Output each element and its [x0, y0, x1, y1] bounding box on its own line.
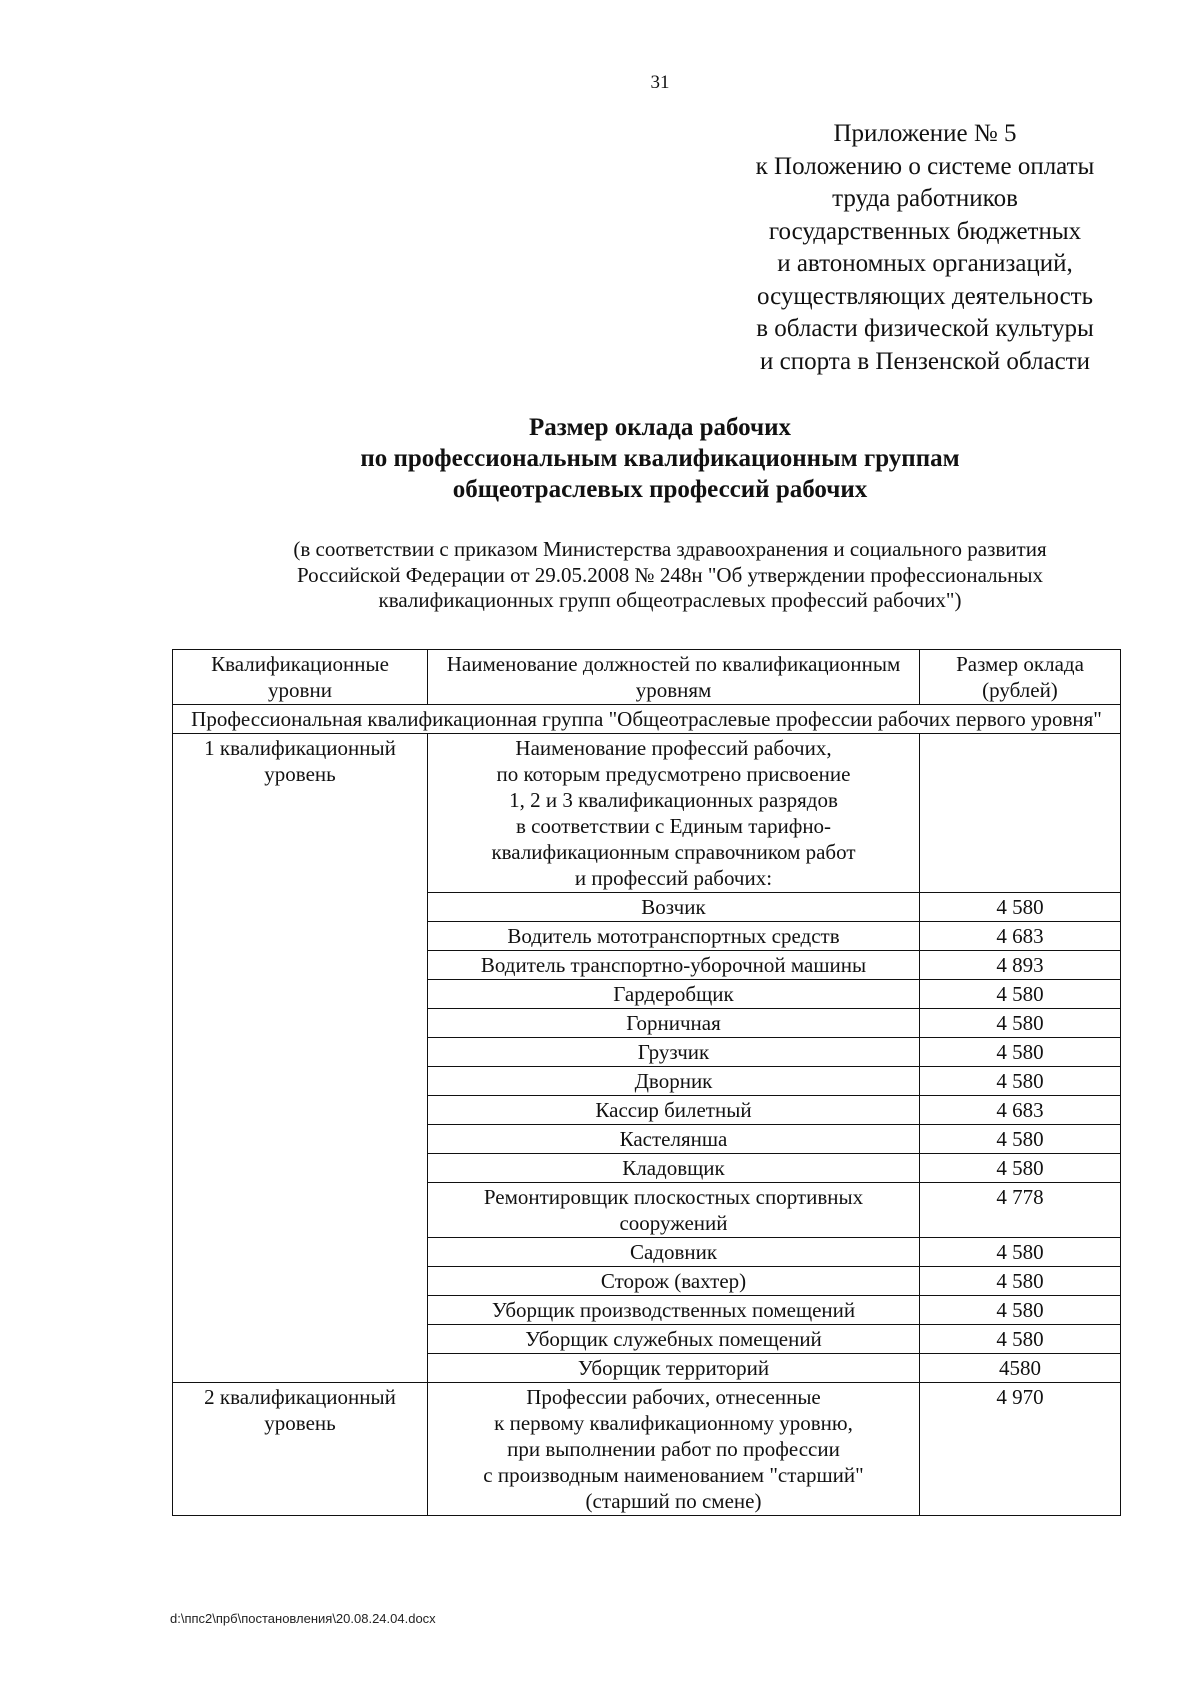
profession-salary: 4 580 — [920, 1238, 1121, 1267]
table-row — [173, 734, 1121, 893]
group-row — [173, 705, 1121, 734]
profession-salary: 4 580 — [920, 1009, 1121, 1038]
table-header-row — [173, 650, 1121, 705]
level-2-line: при выполнении работ по профессии — [507, 1437, 840, 1461]
basis-line: квалификационных групп общеотраслевых профессий рабочих") — [378, 588, 962, 612]
intro-line: в соответствии с Единым тарифно- — [515, 814, 832, 838]
profession-name: Гардеробщик — [428, 980, 920, 1009]
legal-basis — [170, 537, 1170, 614]
profession-name: Сторож (вахтер) — [428, 1267, 920, 1296]
level-2-label: 2 квалификационный уровень — [173, 1383, 428, 1516]
appendix-line: государственных бюджетных — [768, 217, 1082, 245]
profession-name: Возчик — [428, 893, 920, 922]
profession-name: Уборщик служебных помещений — [428, 1325, 920, 1354]
profession-name: Кладовщик — [428, 1154, 920, 1183]
appendix-line: Приложение № 5 — [833, 120, 1017, 147]
profession-salary: 4 580 — [920, 1154, 1121, 1183]
profession-salary: 4580 — [920, 1354, 1121, 1383]
header-salary: Размер оклада (рублей) — [920, 650, 1121, 705]
profession-name: Водитель мототранспортных средств — [428, 922, 920, 951]
appendix-line: осуществляющих деятельность — [756, 282, 1094, 310]
group-title: Профессиональная квалификационная группа "Общеотраслевые профессии рабочих первого уровня" — [173, 705, 1121, 734]
profession-salary: 4 580 — [920, 1038, 1121, 1067]
level-1-intro — [428, 734, 920, 893]
profession-name: Горничная — [428, 1009, 920, 1038]
title-line: общеотраслевых профессий рабочих — [452, 476, 868, 503]
profession-salary: 4 778 — [920, 1183, 1121, 1238]
level-1-intro-salary — [920, 734, 1121, 893]
appendix-line: и автономных организаций, — [777, 250, 1073, 277]
level-2-salary: 4 970 — [920, 1383, 1121, 1516]
profession-salary: 4 580 — [920, 1325, 1121, 1354]
table-row — [173, 1383, 1121, 1516]
page-number: 31 — [650, 72, 670, 93]
appendix-reference — [690, 118, 1160, 378]
intro-line: по которым предусмотрено присвоение — [496, 762, 851, 786]
intro-line: и профессий рабочих: — [574, 866, 773, 890]
basis-line: Российской Федерации от 29.05.2008 № 248н "Об утверждении профессиональных — [296, 562, 1043, 587]
profession-name: Уборщик производственных помещений — [428, 1296, 920, 1325]
profession-name: Дворник — [428, 1067, 920, 1096]
header-positions: Наименование должностей по квалификационным уровням — [428, 650, 920, 705]
profession-salary: 4 580 — [920, 1296, 1121, 1325]
profession-name: Кассир билетный — [428, 1096, 920, 1125]
salary-table — [172, 649, 1121, 1516]
profession-name: Уборщик территорий — [428, 1354, 920, 1383]
file-path-footer: d:\ппс2\прб\постановления\20.08.24.04.docx — [170, 1611, 436, 1626]
profession-name: Грузчик — [428, 1038, 920, 1067]
document-title — [0, 412, 1200, 505]
profession-salary: 4 580 — [920, 1067, 1121, 1096]
appendix-line: и спорта в Пензенской области — [760, 347, 1090, 375]
level-2-line: к первому квалификационному уровню, — [494, 1411, 853, 1435]
profession-name: Водитель транспортно-уборочной машины — [428, 951, 920, 980]
level-2-description — [428, 1383, 920, 1516]
header-level: Квалификационные уровни — [173, 650, 428, 705]
level-2-line: с производным наименованием "старший" — [483, 1463, 864, 1487]
profession-salary: 4 683 — [920, 1096, 1121, 1125]
profession-name: Кастелянша — [428, 1125, 920, 1154]
profession-salary: 4 580 — [920, 980, 1121, 1009]
intro-line: квалификационным справочником работ — [491, 840, 856, 864]
basis-line: (в соответствии с приказом Министерства здравоохранения и социального развития — [293, 537, 1047, 561]
intro-line: 1, 2 и 3 квалификационных разрядов — [509, 788, 838, 812]
profession-name: Ремонтировщик плоскостных спортивных сооружений — [428, 1183, 920, 1238]
title-line: Размер оклада рабочих — [529, 414, 791, 441]
appendix-line: труда работников — [832, 185, 1018, 212]
profession-salary: 4 580 — [920, 1125, 1121, 1154]
level-2-line: (старший по смене) — [585, 1489, 762, 1513]
appendix-line: в области физической культуры — [756, 315, 1094, 342]
level-2-line: Профессии рабочих, отнесенные — [526, 1385, 821, 1409]
level-1-label: 1 квалификационный уровень — [173, 734, 428, 1383]
profession-salary: 4 580 — [920, 1267, 1121, 1296]
profession-salary: 4 893 — [920, 951, 1121, 980]
profession-salary: 4 683 — [920, 922, 1121, 951]
title-line: по профессиональным квалификационным группам — [360, 445, 960, 472]
profession-salary: 4 580 — [920, 893, 1121, 922]
intro-line: Наименование профессий рабочих, — [515, 736, 832, 760]
profession-name: Садовник — [428, 1238, 920, 1267]
appendix-line: к Положению о системе оплаты — [755, 152, 1095, 180]
